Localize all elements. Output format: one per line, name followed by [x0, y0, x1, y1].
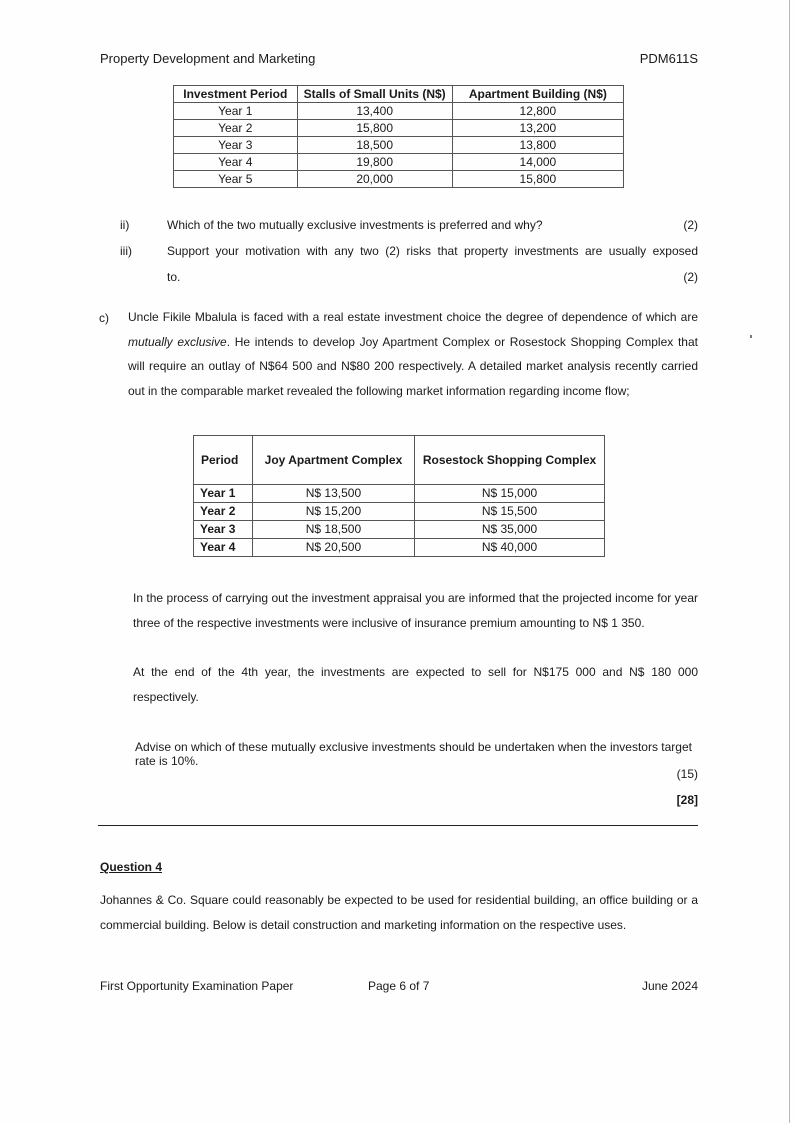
- table-cell: N$ 15,200: [252, 503, 414, 521]
- table-header: Stalls of Small Units (N$): [297, 86, 452, 103]
- text-segment: Uncle Fikile Mbalula is faced with a real estate investment choice the degree of dependence of which are: [128, 310, 698, 324]
- table-header: Apartment Building (N$): [452, 86, 623, 103]
- question-4-text: Johannes & Co. Square could reasonably be expected to be used for residential building, an office building or a commercial building. Below is detail construction and marketing information on the respective uses.: [100, 893, 698, 932]
- table-header: Period: [194, 436, 253, 485]
- footer-exam-label: First Opportunity Examination Paper: [100, 979, 294, 993]
- table-header-row: [174, 86, 624, 103]
- table-cell: Year 1: [174, 103, 298, 120]
- course-title: Property Development and Marketing: [100, 51, 316, 66]
- table-cell: Year 3: [194, 521, 253, 539]
- table-cell: 15,800: [297, 120, 452, 137]
- marks: (2): [683, 218, 698, 232]
- table-cell: 14,000: [452, 154, 623, 171]
- marks: (15): [676, 767, 698, 781]
- table-cell: N$ 40,000: [415, 539, 605, 557]
- table-cell: 19,800: [297, 154, 452, 171]
- table-cell: N$ 13,500: [252, 485, 414, 503]
- table-row: [194, 503, 605, 521]
- question-number: c): [99, 311, 109, 325]
- table-cell: N$ 18,500: [252, 521, 414, 539]
- table-cell: Year 2: [194, 503, 253, 521]
- table-cell: Year 4: [174, 154, 298, 171]
- advise-text: Advise on which of these mutually exclusive investments should be undertaken when the investors target rate is 10%.: [135, 740, 692, 768]
- table-row: [194, 485, 605, 503]
- table-cell: 13,400: [297, 103, 452, 120]
- table-row: [174, 120, 624, 137]
- table-cell: 13,800: [452, 137, 623, 154]
- table-cell: 20,000: [297, 171, 452, 188]
- table-cell: 12,800: [452, 103, 623, 120]
- text-segment: . He intends to develop Joy Apartment Complex or Rosestock Shopping Complex that will require an outlay of N$64 500 and N$80 200 respectively. A detailed market analysis recently carried out in the comparable market revealed the following market information regarding income flow;: [128, 334, 698, 398]
- table-row: [174, 103, 624, 120]
- investment-period-table: [173, 85, 624, 188]
- table-cell: N$ 35,000: [415, 521, 605, 539]
- table-header: Rosestock Shopping Complex: [415, 436, 605, 485]
- table-cell: 15,800: [452, 171, 623, 188]
- question-text: Support your motivation with any two (2) risks that property investments are usually exposed: [167, 244, 698, 258]
- question-text-continued: to.: [167, 270, 181, 284]
- table-cell: 18,500: [297, 137, 452, 154]
- footer-page-number: Page 6 of 7: [368, 979, 430, 993]
- table-cell: N$ 15,500: [415, 503, 605, 521]
- table-header-row: [194, 436, 605, 485]
- table-cell: N$ 20,500: [252, 539, 414, 557]
- table-cell: 13,200: [452, 120, 623, 137]
- income-flow-table: [193, 435, 605, 557]
- appraisal-paragraph-2: At the end of the 4th year, the investments are expected to sell for N$175 000 and N$ 180 000 respectively.: [133, 665, 698, 704]
- table-row: [174, 137, 624, 154]
- page-edge-line: [789, 0, 790, 1123]
- italic-term: mutually exclusive: [128, 334, 227, 349]
- table-cell: Year 1: [194, 485, 253, 503]
- footer-date: June 2024: [641, 979, 698, 993]
- question-c-text: [128, 305, 698, 403]
- table-header: Investment Period: [174, 86, 298, 103]
- question-4-title: Question 4: [100, 860, 163, 874]
- question-text: Which of the two mutually exclusive investments is preferred and why?: [167, 218, 543, 232]
- table-cell: Year 5: [174, 171, 298, 188]
- table-cell: Year 4: [194, 539, 253, 557]
- table-cell: Year 3: [174, 137, 298, 154]
- table-cell: Year 2: [174, 120, 298, 137]
- scan-speck: [750, 335, 752, 338]
- appraisal-paragraph-1: In the process of carrying out the investment appraisal you are informed that the projected income for year three of the respective investments were inclusive of insurance premium amounting to N$ 1 350.: [133, 591, 698, 630]
- table-row: [174, 154, 624, 171]
- total-marks: [28]: [676, 793, 698, 807]
- table-row: [174, 171, 624, 188]
- course-code: PDM611S: [639, 51, 698, 66]
- table-row: [194, 539, 605, 557]
- table-header: Joy Apartment Complex: [252, 436, 414, 485]
- table-cell: N$ 15,000: [415, 485, 605, 503]
- question-number: ii): [120, 218, 130, 232]
- section-divider: [98, 825, 698, 826]
- marks: (2): [683, 270, 698, 284]
- question-number: iii): [120, 244, 132, 258]
- table-row: [194, 521, 605, 539]
